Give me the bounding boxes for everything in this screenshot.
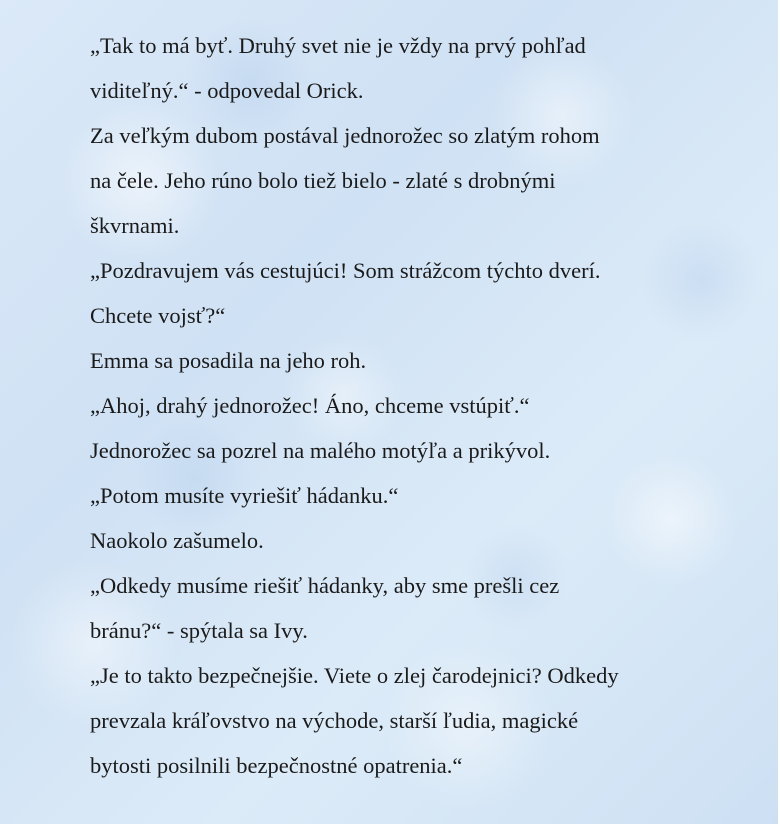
- text-line: „Pozdravujem vás cestujúci! Som strážcom týchto dverí.: [90, 258, 601, 283]
- text-line: „Potom musíte vyriešiť hádanku.“: [90, 483, 399, 508]
- text-line: viditeľný.“ - odpovedal Orick.: [90, 78, 364, 103]
- text-line: bránu?“ - spýtala sa Ivy.: [90, 618, 308, 643]
- text-line: Naokolo zašumelo.: [90, 528, 264, 553]
- text-line: škvrnami.: [90, 213, 180, 238]
- text-line: „Odkedy musíme riešiť hádanky, aby sme prešli cez: [90, 573, 560, 598]
- text-line: Jednorožec sa pozrel na malého motýľa a prikývol.: [90, 438, 551, 463]
- text-line: Emma sa posadila na jeho roh.: [90, 348, 367, 373]
- text-line: „Tak to má byť. Druhý svet nie je vždy na prvý pohľad: [90, 33, 586, 58]
- text-line: prevzala kráľovstvo na východe, starší ľudia, magické: [90, 708, 579, 733]
- text-line: na čele. Jeho rúno bolo tiež bielo - zlaté s drobnými: [90, 168, 556, 193]
- text-line: Za veľkým dubom postával jednorožec so zlatým rohom: [90, 123, 600, 148]
- story-text: [90, 30, 730, 795]
- text-line: „Je to takto bezpečnejšie. Viete o zlej čarodejnici? Odkedy: [90, 663, 619, 688]
- text-line: „Ahoj, drahý jednorožec! Áno, chceme vstúpiť.“: [90, 393, 530, 418]
- text-line: bytosti posilnili bezpečnostné opatrenia.“: [90, 753, 463, 778]
- text-line: Chcete vojsť?“: [90, 303, 226, 328]
